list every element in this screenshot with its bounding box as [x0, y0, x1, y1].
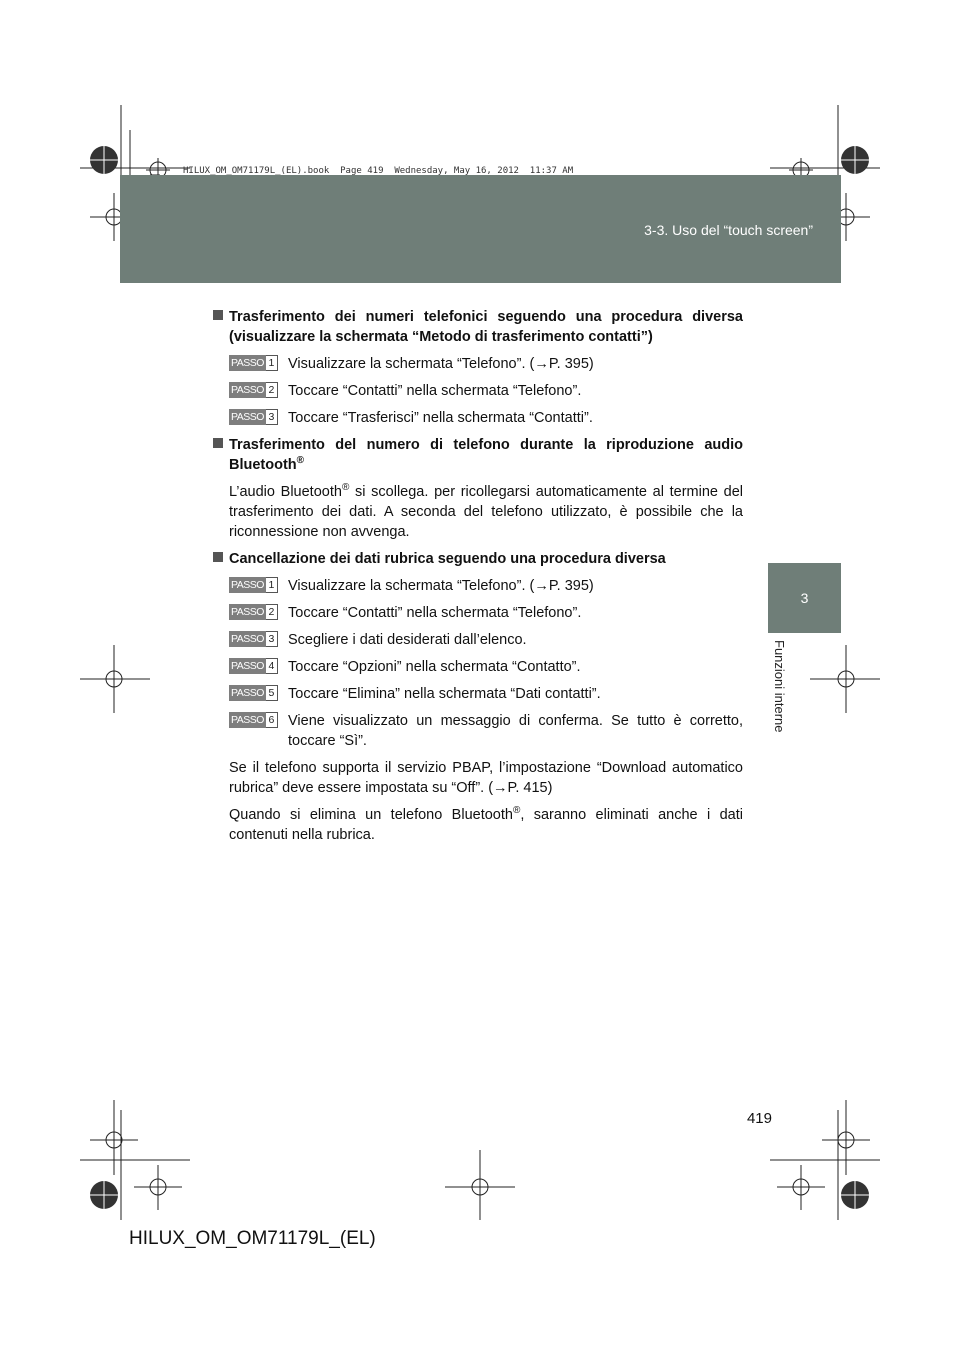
step-number: 3: [266, 631, 278, 647]
step-text: Toccare “Trasferisci” nella schermata “Contatti”.: [288, 410, 593, 426]
step-item: [213, 630, 743, 650]
paragraph: [213, 482, 743, 542]
step-badge: [229, 685, 278, 701]
step-number: 1: [266, 577, 278, 593]
step-word: PASSO: [231, 660, 264, 672]
step-item: [213, 657, 743, 677]
step-text: Scegliere i dati desiderati dall’elenco.: [288, 632, 527, 648]
section-heading: [213, 435, 743, 475]
step-item: [213, 711, 743, 751]
step-badge: [229, 712, 278, 728]
step-item: [213, 354, 743, 374]
chapter-label: Funzioni interne: [772, 640, 787, 733]
step-badge: [229, 631, 278, 647]
step-text: Viene visualizzato un messaggio di conferma. Se tutto è corretto, toccare “Sì”.: [288, 713, 743, 749]
step-badge: [229, 355, 278, 371]
step-text: Toccare “Elimina” nella schermata “Dati contatti”.: [288, 686, 601, 702]
registered-mark: ®: [512, 805, 521, 817]
step-word: PASSO: [231, 633, 264, 645]
step-text: Toccare “Opzioni” nella schermata “Contatto”.: [288, 659, 581, 675]
registered-mark: ®: [341, 482, 350, 494]
step-word: PASSO: [231, 579, 264, 591]
chapter-tab: [768, 563, 841, 633]
step-word: PASSO: [231, 687, 264, 699]
section-heading: [213, 549, 743, 569]
step-text: Toccare “Contatti” nella schermata “Telefono”.: [288, 383, 582, 399]
paragraph: Se il telefono supporta il servizio PBAP, l’impostazione “Download automatico rubrica” deve essere impostata su “Off”. (→P. 415): [229, 760, 743, 796]
paragraph-text: L’audio Bluetooth: [229, 484, 342, 500]
step-badge: [229, 382, 278, 398]
square-bullet-icon: [213, 552, 223, 562]
step-text: Visualizzare la schermata “Telefono”. (→P. 395): [288, 578, 594, 594]
page-number: 419: [746, 1110, 772, 1127]
section-title: 3-3. Uso del “touch screen”: [644, 222, 813, 238]
section-heading: [213, 307, 743, 347]
square-bullet-icon: [213, 438, 223, 448]
step-item: [213, 408, 743, 428]
manual-code: HILUX_OM_OM71179L_(EL): [129, 1228, 376, 1249]
chapter-number: 3: [800, 590, 809, 606]
step-word: PASSO: [231, 384, 264, 396]
step-word: PASSO: [231, 411, 264, 423]
step-word: PASSO: [231, 357, 264, 369]
step-badge: [229, 577, 278, 593]
paragraph: [213, 805, 743, 845]
paragraph-text: si scollega. per ricollegarsi automaticamente al termine del trasferimento dei dati. A seconda del telefono utilizzato, è possibile che la riconnessione non avvenga.: [229, 484, 744, 540]
heading-text: Cancellazione dei dati rubrica seguendo una procedura diversa: [229, 551, 666, 567]
step-word: PASSO: [231, 714, 264, 726]
step-number: 3: [266, 409, 278, 425]
step-number: 1: [266, 355, 278, 371]
step-number: 2: [266, 382, 278, 398]
chapter-side-label: [772, 640, 804, 780]
book-stamp: HILUX_OM_OM71179L_(EL).book Page 419 Wednesday, May 16, 2012 11:37 AM: [183, 166, 574, 176]
square-bullet-icon: [213, 310, 223, 320]
step-item: [213, 576, 743, 596]
step-number: 5: [266, 685, 278, 701]
step-item: [213, 381, 743, 401]
step-badge: [229, 604, 278, 620]
step-number: 2: [266, 604, 278, 620]
step-item: [213, 684, 743, 704]
step-number: 6: [266, 712, 278, 728]
step-badge: [229, 409, 278, 425]
step-number: 4: [266, 658, 278, 674]
heading-text: Trasferimento dei numeri telefonici seguendo una procedura diversa (visualizzare la schermata “Metodo di trasferimento contatti”): [229, 309, 743, 345]
registered-mark: ®: [296, 455, 305, 467]
step-word: PASSO: [231, 606, 264, 618]
heading-text: Trasferimento del numero di telefono durante la riproduzione audio Bluetooth: [229, 437, 743, 473]
paragraph-text: Quando si elimina un telefono Bluetooth: [229, 807, 513, 823]
page-content: [213, 307, 743, 852]
paragraph-text: , saranno eliminati anche i dati contenuti nella rubrica.: [229, 807, 743, 843]
step-text: Toccare “Contatti” nella schermata “Telefono”.: [288, 605, 582, 621]
step-text: Visualizzare la schermata “Telefono”. (→P. 395): [288, 356, 594, 372]
header-band: [120, 175, 841, 283]
step-item: [213, 603, 743, 623]
step-badge: [229, 658, 278, 674]
